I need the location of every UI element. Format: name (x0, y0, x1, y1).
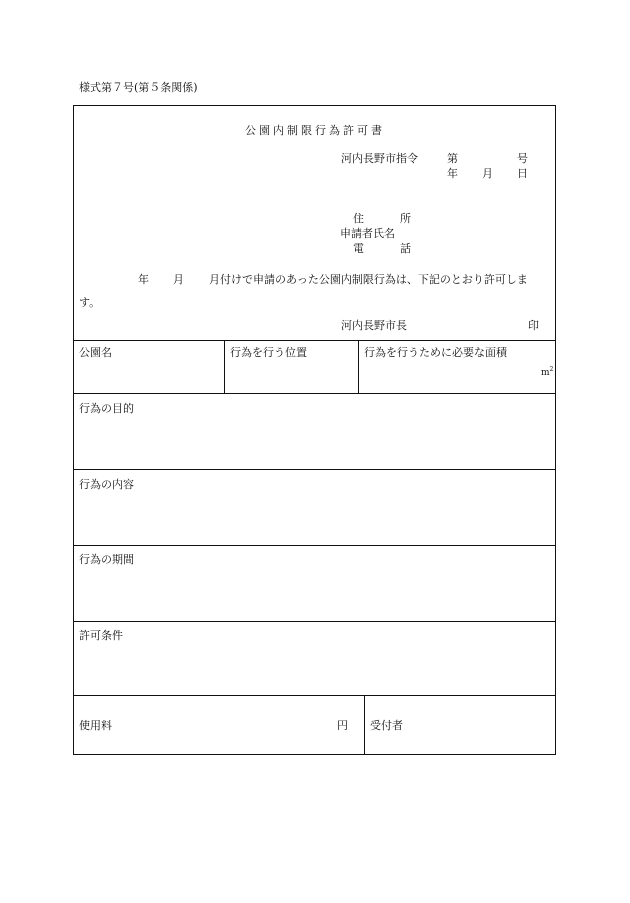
seal-mark: 印 (528, 319, 539, 332)
ref-dai: 第 (447, 152, 458, 165)
area-needed-label: 行為を行うために必要な面積 (364, 346, 507, 359)
phone-label-a: 電 (353, 242, 364, 255)
location-label: 行為を行う位置 (230, 346, 307, 359)
applicant-name-label: 申請者氏名 (340, 227, 395, 240)
signatory-title: 河内長野市長 (341, 319, 407, 332)
body-text-line1: 月付けで申請のあった公園内制限行為は、下記のとおり許可しま (209, 273, 528, 286)
body-text-line2: す。 (79, 296, 101, 309)
divider-fee-receiver (364, 695, 365, 755)
divider-park-location (224, 340, 225, 393)
ref-prefix: 河内長野市指令 (341, 152, 418, 165)
form-number-label: 様式第７号(第５条関係) (79, 81, 198, 94)
yen-label: 円 (337, 719, 348, 732)
fee-label: 使用料 (79, 719, 112, 732)
issue-month-label: 月 (482, 167, 493, 180)
form-title: 公園内制限行為許可書 (245, 124, 385, 137)
body-year-label: 年 (138, 273, 149, 286)
purpose-label: 行為の目的 (79, 402, 134, 415)
rule-purpose-top (73, 393, 556, 394)
conditions-label: 許可条件 (79, 629, 123, 642)
rule-conditions-top (73, 621, 556, 622)
period-label: 行為の期間 (79, 553, 134, 566)
rule-table-top (73, 340, 556, 341)
receiver-label: 受付者 (370, 719, 403, 732)
permit-form-frame (73, 105, 556, 755)
content-label: 行為の内容 (79, 478, 134, 491)
issue-year-label: 年 (447, 167, 458, 180)
address-label-a: 住 (353, 212, 364, 225)
divider-location-area (358, 340, 359, 393)
phone-label-b: 話 (400, 242, 411, 255)
address-label-b: 所 (400, 212, 411, 225)
rule-content-top (73, 469, 556, 470)
park-name-label: 公園名 (79, 346, 112, 359)
ref-go: 号 (517, 152, 528, 165)
rule-fee-top (73, 695, 556, 696)
body-month-label: 月 (173, 273, 184, 286)
area-unit: $m^2$ (541, 366, 554, 378)
issue-day-label: 日 (517, 167, 528, 180)
rule-period-top (73, 545, 556, 546)
